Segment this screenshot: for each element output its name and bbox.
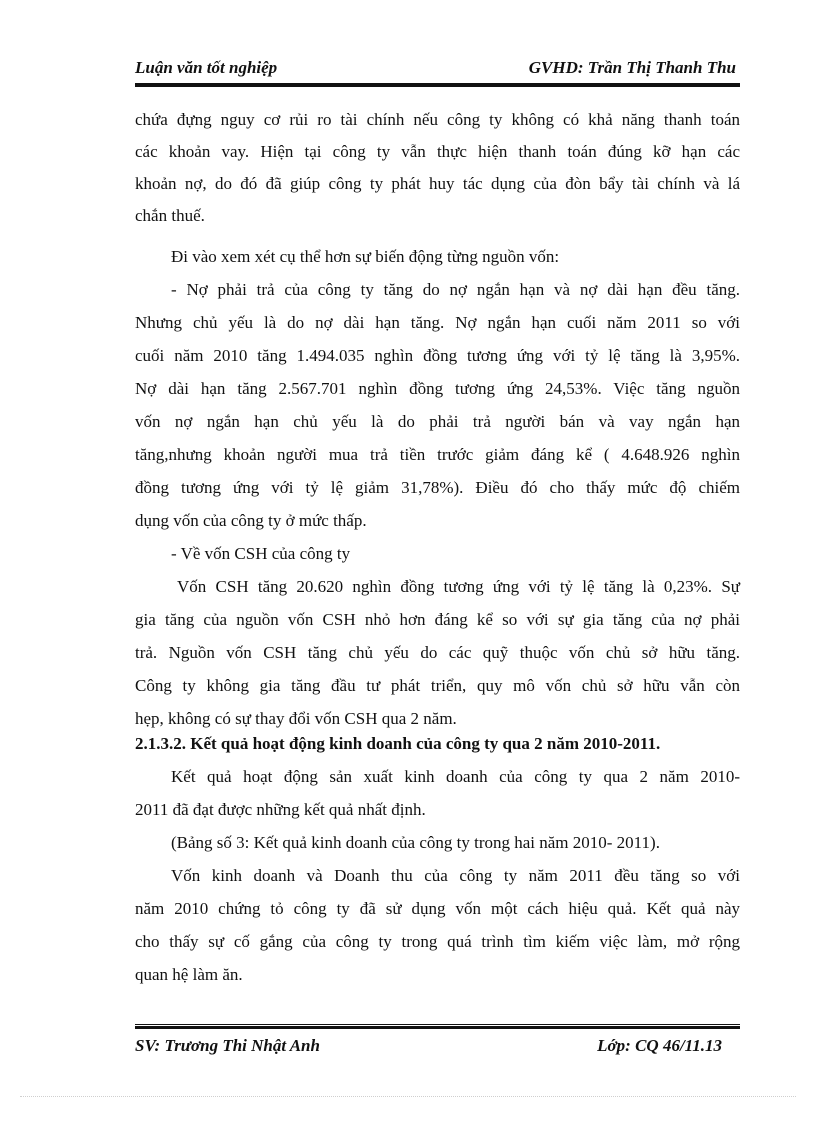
body-line: Vốn kinh doanh và Doanh thu của công ty năm 2011 đều tăng so với — [171, 866, 740, 885]
body-line: năm 2010 chứng tỏ công ty đã sử dụng vốn một cách hiệu quả. Kết quả này — [135, 899, 740, 918]
header-rule — [135, 83, 740, 87]
body-line: chứa đựng nguy cơ rủi ro tài chính nếu công ty không có khả năng thanh toán — [135, 110, 740, 129]
footer-rule — [135, 1024, 740, 1029]
footer-class: Lớp: CQ 46/11.13 — [597, 1036, 722, 1055]
body-line: Công ty không gia tăng đầu tư phát triển, quy mô vốn chủ sở hữu vẫn còn — [135, 676, 740, 695]
body-line: cho thấy sự cố gắng của công ty trong quá trình tìm kiếm việc làm, mở rộng — [135, 932, 740, 951]
body-line: các khoản vay. Hiện tại công ty vẫn thực hiện thanh toán đúng kỡ hạn các — [135, 142, 740, 161]
body-line: quan hệ làm ăn. — [135, 965, 243, 984]
body-line: Nợ dài hạn tăng 2.567.701 nghìn đồng tương ứng 24,53%. Việc tăng nguồn — [135, 379, 740, 398]
body-line: - Nợ phải trả của công ty tăng do nợ ngắn hạn và nợ dài hạn đều tăng. — [171, 280, 740, 299]
body-line: đồng tương ứng với tỷ lệ giảm 31,78%). Điều đó cho thấy mức độ chiếm — [135, 478, 740, 497]
body-line: dụng vốn của công ty ở mức thấp. — [135, 511, 367, 530]
header-supervisor: GVHD: Trần Thị Thanh Thu — [528, 58, 736, 77]
body-line: Đi vào xem xét cụ thể hơn sự biến động từng nguồn vốn: — [171, 247, 560, 266]
body-line: gia tăng của nguồn vốn CSH nhỏ hơn đáng kể so với sự gia tăng của nợ phải — [135, 610, 740, 629]
table-reference: (Bảng số 3: Kết quả kinh doanh của công ty trong hai năm 2010- 2011). — [171, 833, 660, 852]
body-line: tăng,nhưng khoản người mua trả tiền trước giảm đáng kể ( 4.648.926 nghìn — [135, 445, 740, 464]
body-line: Nhưng chủ yếu là do nợ dài hạn tăng. Nợ ngắn hạn cuối năm 2011 so với — [135, 313, 740, 332]
body-line: khoản nợ, do đó đã giúp công ty phát huy tác dụng của đòn bẩy tài chính và lá — [135, 174, 740, 193]
header-thesis-title: Luận văn tốt nghiệp — [135, 58, 278, 77]
footer-student: SV: Trương Thi Nhật Anh — [135, 1036, 320, 1055]
body-line: chắn thuế. — [135, 206, 205, 225]
page-footer — [135, 1036, 740, 1062]
page-header — [135, 58, 740, 84]
body-line: cuối năm 2010 tăng 1.494.035 nghìn đồng tương ứng với tỷ lệ tăng là 3,95%. — [135, 346, 740, 365]
body-line: Vốn CSH tăng 20.620 nghìn đồng tương ứng với tỷ lệ tăng là 0,23%. Sự — [177, 577, 740, 596]
body-line: vốn nợ ngắn hạn chủ yếu là do phải trả người bán và vay ngắn hạn — [135, 412, 740, 431]
body-line: 2011 đã đạt được những kết quả nhất định. — [135, 800, 426, 819]
page-edge-divider — [20, 1096, 796, 1097]
body-line: hẹp, không có sự thay đổi vốn CSH qua 2 năm. — [135, 709, 457, 728]
section-heading: 2.1.3.2. Kết quả hoạt động kinh doanh của công ty qua 2 năm 2010-2011. — [135, 734, 661, 753]
body-line: trả. Nguồn vốn CSH tăng chủ yếu do các quỹ thuộc vốn chủ sở hữu tăng. — [135, 643, 740, 662]
body-line: - Về vốn CSH của công ty — [171, 544, 351, 563]
body-line: Kết quả hoạt động sản xuất kinh doanh của công ty qua 2 năm 2010- — [171, 767, 740, 786]
